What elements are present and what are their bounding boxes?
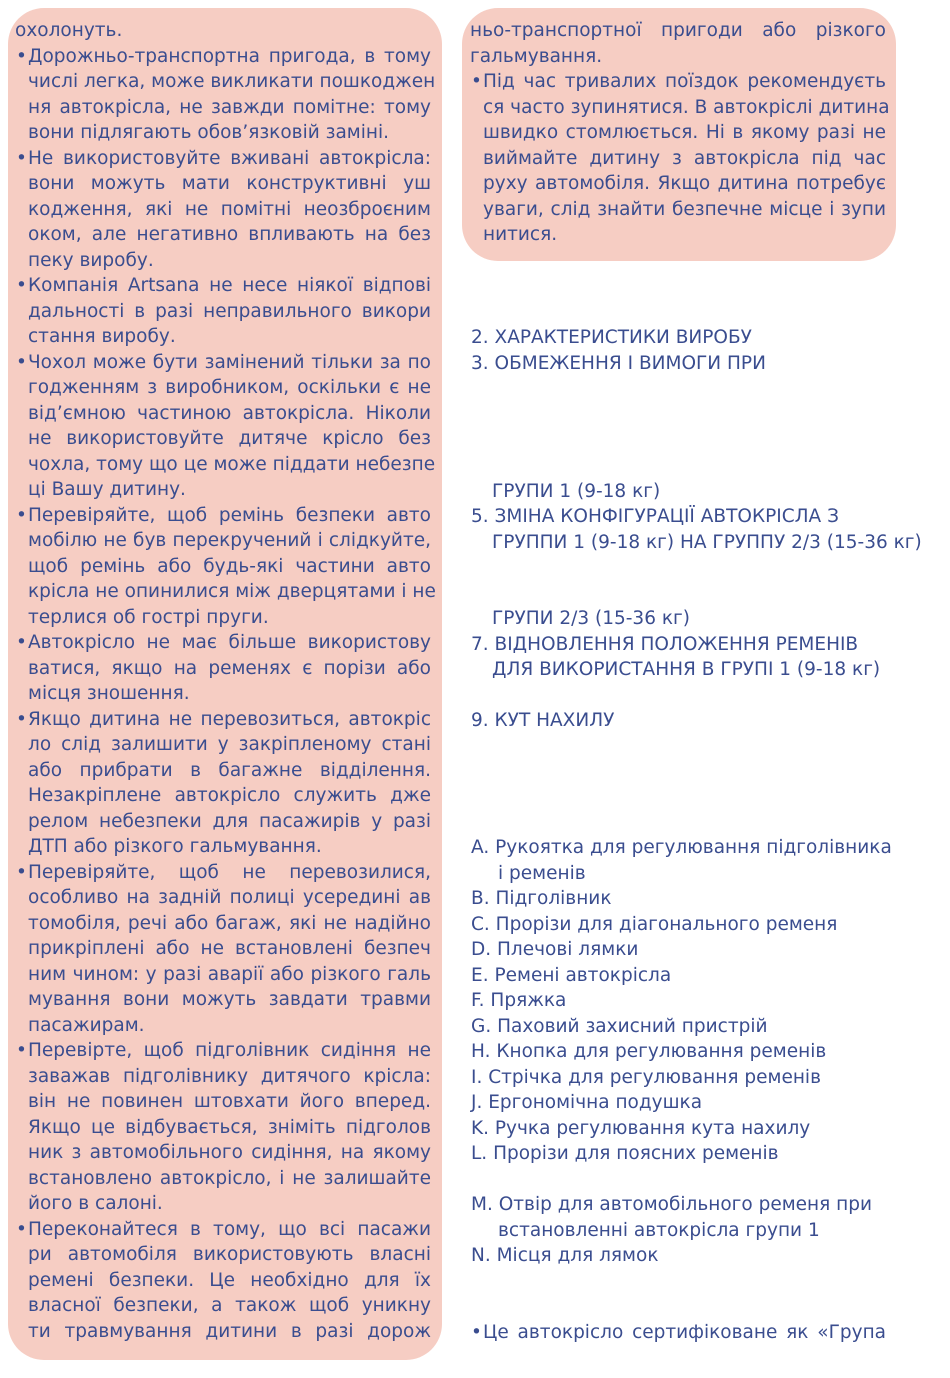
warning-line: заважав підголівнику дитячого крісла:	[28, 1065, 431, 1087]
warning-line: прикріплені або не встановлені безпеч	[28, 938, 431, 959]
warning-line: крісла не опинилися між дверцятами і не	[28, 581, 436, 602]
warning-line: його в салоні.	[28, 1193, 163, 1214]
toc-item-5-line1: 5. ЗМІНА КОНФІГУРАЦІЇ АВТОКРІСЛА З	[471, 506, 839, 527]
part-i: I. Стрічка для регулювання ременів	[471, 1067, 821, 1088]
warning-line: мобілю не був перекручений і слідкуйте,	[28, 530, 431, 551]
warning-line: ремені безпеки. Це необхідно для їх	[28, 1269, 431, 1291]
warning-line: томобіля, речі або багаж, які не надійно	[28, 912, 431, 934]
warning-line: пеку виробу.	[28, 249, 154, 271]
toc-item-5-line2: ГРУППИ 1 (9-18 кг) НА ГРУППУ 2/3 (15-36 кг)	[492, 532, 922, 553]
warning-line: руху автомобіля. Якщо дитина потребує	[483, 173, 886, 194]
warning-line: швидко стомлюється. Ні в якому разі не	[483, 122, 886, 143]
warning-bullet-line: • Компанія Artsana не несе ніякої відпові	[15, 273, 431, 299]
warning-bullet-line: • Переконайтеся в тому, що всі пасажи	[15, 1217, 431, 1243]
warning-line: дальності в разі неправильного викори	[28, 300, 431, 322]
warning-line: вони можуть мати конструктивні уш	[28, 173, 431, 194]
warning-bullet-line: • Не використовуйте вживані автокрісла:	[15, 146, 431, 172]
warning-line: ня автокрісла, не завжди помітне: тому	[28, 96, 431, 118]
part-n: N. Місця для лямок	[471, 1245, 659, 1266]
part-c: C. Прорізи для діагонального ременя	[471, 914, 838, 935]
part-m-line2: встановленні автокрісла групи 1	[498, 1220, 820, 1241]
part-j: J. Ергономічна подушка	[471, 1092, 703, 1113]
part-a-line2: і ременів	[498, 863, 586, 884]
certification-bullet: •	[471, 1322, 482, 1343]
warning-line: ти травмування дитини в разі дорож	[28, 1320, 431, 1342]
warning-line: стання виробу.	[28, 326, 176, 347]
warning-line: виймайте дитину з автокрісла під час	[483, 147, 886, 169]
part-h: H. Кнопка для регулювання ременів	[471, 1041, 827, 1062]
warning-line: пасажирам.	[28, 1014, 145, 1036]
warning-line: ся часто зупинятися. В автокріслі дитина	[483, 96, 890, 118]
warning-line: годженням з виробником, оскільки є не	[28, 377, 431, 398]
part-a-line1: A. Рукоятка для регулювання підголівника	[471, 837, 892, 858]
warning-line: або прибрати в багажне відділення.	[28, 759, 431, 781]
warnings-text-left	[15, 18, 436, 1344]
warning-line: не використовуйте дитяче крісло без	[28, 428, 431, 449]
warning-bullet-line: • Перевіряйте, щоб не перевозилися,	[15, 860, 431, 886]
part-m-line1: M. Отвір для автомобільного ременя при	[471, 1194, 873, 1215]
toc-group-2-3: ГРУПИ 2/3 (15-36 кг)	[492, 608, 690, 629]
part-k: K. Ручка регулювання кута нахилу	[471, 1118, 811, 1139]
part-g: G. Паховий захисний пристрій	[471, 1016, 768, 1037]
warning-line: він не повинен штовхати його вперед.	[28, 1091, 431, 1112]
toc-item-9: 9. КУТ НАХИЛУ	[471, 710, 615, 731]
part-d: D. Плечові лямки	[471, 939, 639, 960]
toc-item-3: 3. ОБМЕЖЕННЯ І ВИМОГИ ПРИ	[471, 353, 766, 374]
warning-line: охолонуть.	[15, 20, 123, 41]
warning-line: терлися об гострі пруги.	[28, 606, 269, 628]
warning-line: Якщо це відбувається, зніміть підголов	[28, 1116, 431, 1138]
warning-bullet-line: • Дорожньо-транспортна пригода, в тому	[15, 44, 431, 70]
warning-bullet-line: • Перевірте, щоб підголівник сидіння не	[15, 1038, 431, 1064]
warning-bullet-line: • Автокрісло не має більше використову	[15, 630, 431, 656]
warning-line: щоб ремінь або будь-які частини авто	[28, 555, 431, 577]
warning-line: гальмування.	[470, 45, 603, 67]
part-e: E. Ремені автокрісла	[471, 965, 672, 986]
warning-line: ник з автомобільного сидіння, на якому	[28, 1142, 431, 1163]
part-f: F. Пряжка	[471, 990, 567, 1011]
warning-line: встановлено автокрісло, і не залишайте	[28, 1167, 431, 1189]
toc-item-2: 2. ХАРАКТЕРИСТИКИ ВИРОБУ	[471, 327, 752, 348]
warning-line: ним чином: у разі аварії або різкого галь	[28, 963, 431, 985]
warning-line: уваги, слід знайти безпечне місце і зупи	[483, 198, 886, 220]
warning-bullet-line: • Під час тривалих поїздок рекомендуєть	[470, 69, 886, 95]
warning-bullet-line: • Якщо дитина не перевозиться, автокріс	[15, 707, 431, 733]
warning-line: ло слід залишити у закріпленому стані	[28, 734, 431, 755]
part-l: L. Прорізи для поясних ременів	[471, 1143, 779, 1164]
warning-line: Незакріплене автокрісло служить дже	[28, 785, 431, 806]
toc-group-1: ГРУПИ 1 (9-18 кг)	[492, 481, 661, 502]
warning-line: релом небезпеки для пасажирів у разі	[28, 810, 431, 832]
warning-bullet-line: • Чохол може бути замінений тільки за по	[15, 350, 431, 376]
warning-line: ДТП або різкого гальмування.	[28, 836, 322, 857]
warnings-text-right	[470, 18, 890, 248]
toc-item-7-line2: ДЛЯ ВИКОРИСТАННЯ В ГРУПІ 1 (9-18 кг)	[492, 659, 881, 680]
warning-line: ватися, якщо на ременях є порізи або	[28, 657, 431, 679]
warning-line: числі легка, може викликати пошкоджен	[28, 71, 436, 92]
toc-item-7-line1: 7. ВІДНОВЛЕННЯ ПОЛОЖЕННЯ РЕМЕНІВ	[471, 634, 859, 655]
warning-line: чохла, тому що це може піддати небезпе	[28, 453, 436, 475]
certification-text: Це автокрісло сертифіковане як «Група	[483, 1322, 886, 1343]
warning-line: власної безпеки, а також щоб уникну	[28, 1295, 431, 1316]
warning-line: нитися.	[483, 224, 558, 245]
warning-line: мування вони можуть завдати травми	[28, 989, 431, 1010]
warning-line: ньо-транспортної пригоди або різкого	[470, 20, 886, 41]
warning-line: ці Вашу дитину.	[28, 479, 186, 500]
warning-line: місця зношення.	[28, 683, 190, 704]
warning-bullet-line: • Перевіряйте, щоб ремінь безпеки авто	[15, 503, 431, 529]
warning-line: ри автомобіля використовують власні	[28, 1244, 431, 1265]
part-b: B. Підголівник	[471, 888, 612, 909]
warning-line: особливо на задній полиці усередині ав	[28, 887, 431, 908]
warning-line: кодження, які не помітні неозброєним	[28, 198, 431, 220]
warning-line: вони підлягають обов’язковій заміні.	[28, 122, 390, 143]
warning-line: від’ємною частиною автокрісла. Ніколи	[28, 402, 431, 424]
warning-line: оком, але негативно впливають на без	[28, 224, 431, 245]
